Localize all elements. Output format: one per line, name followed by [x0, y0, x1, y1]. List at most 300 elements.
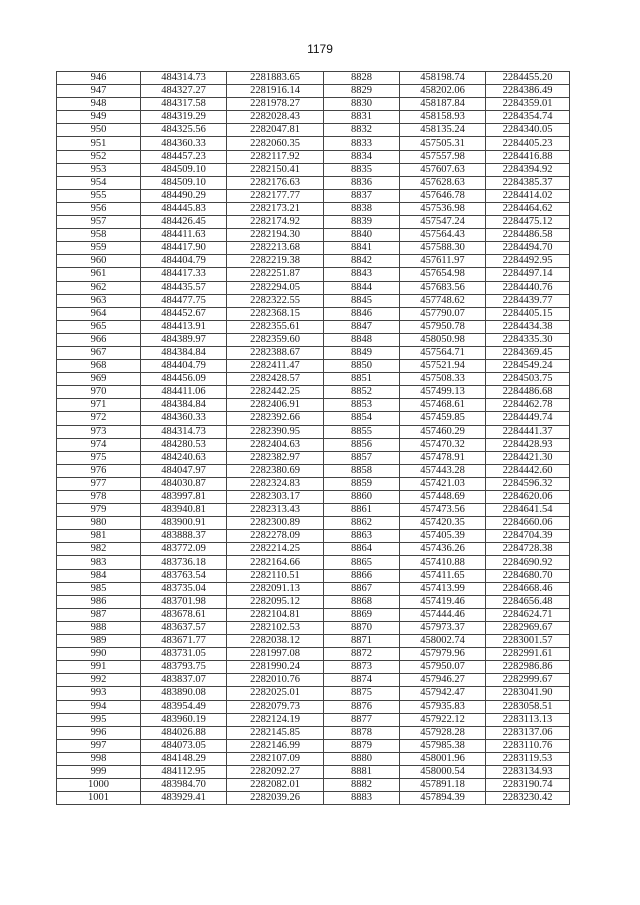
y-coordinate-left-cell: 2282174.92 — [227, 216, 324, 229]
point-number-left-cell: 975 — [57, 451, 141, 464]
y-coordinate-right-cell: 2284414.02 — [486, 189, 570, 202]
point-number-right-cell: 8883 — [324, 792, 400, 805]
y-coordinate-right-cell: 2284728.38 — [486, 543, 570, 556]
x-coordinate-left-cell: 483763.54 — [141, 569, 227, 582]
x-coordinate-left-cell: 483940.81 — [141, 504, 227, 517]
point-number-left-cell: 972 — [57, 412, 141, 425]
table-row — [57, 517, 570, 530]
point-number-right-cell: 8842 — [324, 255, 400, 268]
y-coordinate-left-cell: 2282010.76 — [227, 674, 324, 687]
y-coordinate-right-cell: 2284340.05 — [486, 124, 570, 137]
x-coordinate-right-cell: 457405.39 — [400, 530, 486, 543]
y-coordinate-left-cell: 2282251.87 — [227, 268, 324, 281]
point-number-left-cell: 991 — [57, 661, 141, 674]
table-row — [57, 621, 570, 634]
y-coordinate-right-cell: 2282991.61 — [486, 648, 570, 661]
y-coordinate-left-cell: 2282176.63 — [227, 176, 324, 189]
x-coordinate-right-cell: 458050.98 — [400, 333, 486, 346]
y-coordinate-right-cell: 2284462.78 — [486, 399, 570, 412]
y-coordinate-right-cell: 2284486.58 — [486, 229, 570, 242]
table-row — [57, 504, 570, 517]
x-coordinate-right-cell: 457894.39 — [400, 792, 486, 805]
point-number-right-cell: 8876 — [324, 700, 400, 713]
y-coordinate-left-cell: 2282104.81 — [227, 608, 324, 621]
y-coordinate-left-cell: 2282110.51 — [227, 569, 324, 582]
y-coordinate-left-cell: 2282107.09 — [227, 752, 324, 765]
x-coordinate-left-cell: 484456.09 — [141, 373, 227, 386]
y-coordinate-right-cell: 2284549.24 — [486, 360, 570, 373]
table-row — [57, 595, 570, 608]
y-coordinate-left-cell: 2282324.83 — [227, 477, 324, 490]
x-coordinate-left-cell: 484240.63 — [141, 451, 227, 464]
point-number-left-cell: 965 — [57, 320, 141, 333]
point-number-left-cell: 949 — [57, 111, 141, 124]
point-number-left-cell: 964 — [57, 307, 141, 320]
y-coordinate-right-cell: 2283058.51 — [486, 700, 570, 713]
x-coordinate-right-cell: 457448.69 — [400, 491, 486, 504]
point-number-left-cell: 961 — [57, 268, 141, 281]
y-coordinate-left-cell: 2282404.63 — [227, 438, 324, 451]
table-row — [57, 425, 570, 438]
y-coordinate-right-cell: 2284441.37 — [486, 425, 570, 438]
y-coordinate-left-cell: 2282091.13 — [227, 582, 324, 595]
y-coordinate-right-cell: 2284464.62 — [486, 202, 570, 215]
x-coordinate-right-cell: 457891.18 — [400, 779, 486, 792]
point-number-left-cell: 966 — [57, 333, 141, 346]
table-row — [57, 674, 570, 687]
y-coordinate-left-cell: 2282406.91 — [227, 399, 324, 412]
x-coordinate-left-cell: 484477.75 — [141, 294, 227, 307]
x-coordinate-right-cell: 457607.63 — [400, 163, 486, 176]
table-row — [57, 386, 570, 399]
y-coordinate-left-cell: 2282278.09 — [227, 530, 324, 543]
table-row — [57, 268, 570, 281]
point-number-left-cell: 980 — [57, 517, 141, 530]
y-coordinate-right-cell: 2284596.32 — [486, 477, 570, 490]
y-coordinate-right-cell: 2283119.53 — [486, 752, 570, 765]
point-number-left-cell: 957 — [57, 216, 141, 229]
table-row — [57, 85, 570, 98]
x-coordinate-left-cell: 484417.33 — [141, 268, 227, 281]
x-coordinate-right-cell: 457468.61 — [400, 399, 486, 412]
point-number-right-cell: 8859 — [324, 477, 400, 490]
table-row — [57, 412, 570, 425]
point-number-right-cell: 8828 — [324, 72, 400, 85]
y-coordinate-right-cell: 2283230.42 — [486, 792, 570, 805]
y-coordinate-right-cell: 2284428.93 — [486, 438, 570, 451]
table-row — [57, 438, 570, 451]
x-coordinate-right-cell: 457611.97 — [400, 255, 486, 268]
point-number-left-cell: 982 — [57, 543, 141, 556]
x-coordinate-left-cell: 483793.75 — [141, 661, 227, 674]
y-coordinate-left-cell: 2282145.85 — [227, 726, 324, 739]
point-number-left-cell: 993 — [57, 687, 141, 700]
point-number-left-cell: 967 — [57, 346, 141, 359]
y-coordinate-left-cell: 2282124.19 — [227, 713, 324, 726]
y-coordinate-left-cell: 2282213.68 — [227, 242, 324, 255]
table-row — [57, 137, 570, 150]
x-coordinate-left-cell: 483837.07 — [141, 674, 227, 687]
point-number-right-cell: 8872 — [324, 648, 400, 661]
point-number-right-cell: 8838 — [324, 202, 400, 215]
y-coordinate-right-cell: 2283113.13 — [486, 713, 570, 726]
table-row — [57, 661, 570, 674]
x-coordinate-left-cell: 484317.58 — [141, 98, 227, 111]
x-coordinate-left-cell: 484413.91 — [141, 320, 227, 333]
y-coordinate-right-cell: 2284656.48 — [486, 595, 570, 608]
y-coordinate-right-cell: 2283041.90 — [486, 687, 570, 700]
x-coordinate-right-cell: 457748.62 — [400, 294, 486, 307]
x-coordinate-left-cell: 483731.05 — [141, 648, 227, 661]
point-number-left-cell: 983 — [57, 556, 141, 569]
y-coordinate-left-cell: 2282355.61 — [227, 320, 324, 333]
table-row — [57, 648, 570, 661]
y-coordinate-right-cell: 2284668.46 — [486, 582, 570, 595]
x-coordinate-left-cell: 484509.10 — [141, 176, 227, 189]
y-coordinate-right-cell: 2283001.57 — [486, 635, 570, 648]
point-number-right-cell: 8866 — [324, 569, 400, 582]
x-coordinate-right-cell: 457470.32 — [400, 438, 486, 451]
table-row — [57, 255, 570, 268]
point-number-right-cell: 8869 — [324, 608, 400, 621]
table-row — [57, 320, 570, 333]
table-row — [57, 333, 570, 346]
x-coordinate-right-cell: 457547.24 — [400, 216, 486, 229]
y-coordinate-right-cell: 2283134.93 — [486, 765, 570, 778]
point-number-left-cell: 1001 — [57, 792, 141, 805]
point-number-left-cell: 978 — [57, 491, 141, 504]
point-number-right-cell: 8870 — [324, 621, 400, 634]
y-coordinate-left-cell: 2282164.66 — [227, 556, 324, 569]
point-number-right-cell: 8845 — [324, 294, 400, 307]
x-coordinate-right-cell: 457654.98 — [400, 268, 486, 281]
y-coordinate-left-cell: 2281997.08 — [227, 648, 324, 661]
y-coordinate-right-cell: 2284492.95 — [486, 255, 570, 268]
x-coordinate-left-cell: 484280.53 — [141, 438, 227, 451]
x-coordinate-left-cell: 483736.18 — [141, 556, 227, 569]
point-number-right-cell: 8857 — [324, 451, 400, 464]
point-number-left-cell: 963 — [57, 294, 141, 307]
x-coordinate-right-cell: 457419.46 — [400, 595, 486, 608]
table-row — [57, 202, 570, 215]
x-coordinate-left-cell: 484404.79 — [141, 360, 227, 373]
point-number-right-cell: 8856 — [324, 438, 400, 451]
y-coordinate-right-cell: 2283190.74 — [486, 779, 570, 792]
y-coordinate-right-cell: 2284439.77 — [486, 294, 570, 307]
point-number-left-cell: 1000 — [57, 779, 141, 792]
point-number-right-cell: 8833 — [324, 137, 400, 150]
point-number-right-cell: 8849 — [324, 346, 400, 359]
point-number-left-cell: 973 — [57, 425, 141, 438]
y-coordinate-left-cell: 2282411.47 — [227, 360, 324, 373]
point-number-left-cell: 998 — [57, 752, 141, 765]
y-coordinate-right-cell: 2284704.39 — [486, 530, 570, 543]
y-coordinate-left-cell: 2282028.43 — [227, 111, 324, 124]
table-row — [57, 792, 570, 805]
y-coordinate-left-cell: 2282303.17 — [227, 491, 324, 504]
y-coordinate-right-cell: 2284405.15 — [486, 307, 570, 320]
table-row — [57, 124, 570, 137]
y-coordinate-right-cell: 2284369.45 — [486, 346, 570, 359]
table-row — [57, 752, 570, 765]
x-coordinate-left-cell: 484073.05 — [141, 739, 227, 752]
table-row — [57, 765, 570, 778]
x-coordinate-left-cell: 484030.87 — [141, 477, 227, 490]
y-coordinate-right-cell: 2284660.06 — [486, 517, 570, 530]
x-coordinate-right-cell: 458001.96 — [400, 752, 486, 765]
y-coordinate-left-cell: 2282219.38 — [227, 255, 324, 268]
y-coordinate-left-cell: 2281916.14 — [227, 85, 324, 98]
point-number-right-cell: 8865 — [324, 556, 400, 569]
x-coordinate-left-cell: 484047.97 — [141, 464, 227, 477]
point-number-left-cell: 956 — [57, 202, 141, 215]
point-number-left-cell: 985 — [57, 582, 141, 595]
point-number-right-cell: 8847 — [324, 320, 400, 333]
y-coordinate-right-cell: 2284494.70 — [486, 242, 570, 255]
y-coordinate-left-cell: 2282388.67 — [227, 346, 324, 359]
point-number-right-cell: 8880 — [324, 752, 400, 765]
point-number-left-cell: 999 — [57, 765, 141, 778]
y-coordinate-left-cell: 2282177.77 — [227, 189, 324, 202]
point-number-left-cell: 987 — [57, 608, 141, 621]
y-coordinate-left-cell: 2282382.97 — [227, 451, 324, 464]
x-coordinate-left-cell: 484457.23 — [141, 150, 227, 163]
point-number-left-cell: 994 — [57, 700, 141, 713]
y-coordinate-left-cell: 2282300.89 — [227, 517, 324, 530]
x-coordinate-right-cell: 457935.83 — [400, 700, 486, 713]
x-coordinate-left-cell: 484426.45 — [141, 216, 227, 229]
table-row — [57, 216, 570, 229]
table-row — [57, 399, 570, 412]
x-coordinate-right-cell: 457459.85 — [400, 412, 486, 425]
point-number-right-cell: 8837 — [324, 189, 400, 202]
y-coordinate-right-cell: 2284386.49 — [486, 85, 570, 98]
x-coordinate-left-cell: 483984.70 — [141, 779, 227, 792]
table-row — [57, 608, 570, 621]
y-coordinate-left-cell: 2282095.12 — [227, 595, 324, 608]
x-coordinate-left-cell: 484360.33 — [141, 137, 227, 150]
y-coordinate-left-cell: 2282082.01 — [227, 779, 324, 792]
point-number-right-cell: 8855 — [324, 425, 400, 438]
point-number-left-cell: 971 — [57, 399, 141, 412]
point-number-right-cell: 8871 — [324, 635, 400, 648]
y-coordinate-right-cell: 2284497.14 — [486, 268, 570, 281]
x-coordinate-left-cell: 483890.08 — [141, 687, 227, 700]
point-number-right-cell: 8873 — [324, 661, 400, 674]
table-row — [57, 687, 570, 700]
y-coordinate-right-cell: 2284486.68 — [486, 386, 570, 399]
y-coordinate-left-cell: 2282039.26 — [227, 792, 324, 805]
table-row — [57, 779, 570, 792]
point-number-left-cell: 969 — [57, 373, 141, 386]
x-coordinate-left-cell: 484411.06 — [141, 386, 227, 399]
point-number-left-cell: 959 — [57, 242, 141, 255]
x-coordinate-left-cell: 483900.91 — [141, 517, 227, 530]
x-coordinate-left-cell: 484327.27 — [141, 85, 227, 98]
x-coordinate-left-cell: 484509.10 — [141, 163, 227, 176]
y-coordinate-right-cell: 2284359.01 — [486, 98, 570, 111]
table-row — [57, 163, 570, 176]
y-coordinate-left-cell: 2282173.21 — [227, 202, 324, 215]
y-coordinate-right-cell: 2284455.20 — [486, 72, 570, 85]
point-number-left-cell: 960 — [57, 255, 141, 268]
point-number-right-cell: 8850 — [324, 360, 400, 373]
y-coordinate-right-cell: 2284394.92 — [486, 163, 570, 176]
point-number-left-cell: 950 — [57, 124, 141, 137]
x-coordinate-right-cell: 457460.29 — [400, 425, 486, 438]
table-row — [57, 635, 570, 648]
x-coordinate-left-cell: 484314.73 — [141, 425, 227, 438]
y-coordinate-right-cell: 2282969.67 — [486, 621, 570, 634]
point-number-right-cell: 8868 — [324, 595, 400, 608]
y-coordinate-left-cell: 2282150.41 — [227, 163, 324, 176]
point-number-left-cell: 992 — [57, 674, 141, 687]
point-number-right-cell: 8852 — [324, 386, 400, 399]
x-coordinate-left-cell: 484026.88 — [141, 726, 227, 739]
x-coordinate-left-cell: 483637.57 — [141, 621, 227, 634]
table-row — [57, 294, 570, 307]
y-coordinate-right-cell: 2284434.38 — [486, 320, 570, 333]
point-number-left-cell: 986 — [57, 595, 141, 608]
table-row — [57, 739, 570, 752]
x-coordinate-right-cell: 457683.56 — [400, 281, 486, 294]
x-coordinate-right-cell: 457790.07 — [400, 307, 486, 320]
x-coordinate-right-cell: 458135.24 — [400, 124, 486, 137]
x-coordinate-right-cell: 457564.43 — [400, 229, 486, 242]
x-coordinate-left-cell: 484314.73 — [141, 72, 227, 85]
point-number-right-cell: 8858 — [324, 464, 400, 477]
x-coordinate-right-cell: 457922.12 — [400, 713, 486, 726]
x-coordinate-left-cell: 484435.57 — [141, 281, 227, 294]
table-row — [57, 373, 570, 386]
point-number-left-cell: 981 — [57, 530, 141, 543]
y-coordinate-left-cell: 2282359.60 — [227, 333, 324, 346]
x-coordinate-right-cell: 457973.37 — [400, 621, 486, 634]
x-coordinate-right-cell: 457985.38 — [400, 739, 486, 752]
x-coordinate-right-cell: 457444.46 — [400, 608, 486, 621]
point-number-right-cell: 8853 — [324, 399, 400, 412]
x-coordinate-left-cell: 484360.33 — [141, 412, 227, 425]
table-row — [57, 582, 570, 595]
table-row — [57, 543, 570, 556]
point-number-left-cell: 946 — [57, 72, 141, 85]
point-number-left-cell: 979 — [57, 504, 141, 517]
point-number-right-cell: 8829 — [324, 85, 400, 98]
point-number-right-cell: 8832 — [324, 124, 400, 137]
x-coordinate-right-cell: 458198.74 — [400, 72, 486, 85]
y-coordinate-left-cell: 2282392.66 — [227, 412, 324, 425]
point-number-right-cell: 8834 — [324, 150, 400, 163]
point-number-left-cell: 989 — [57, 635, 141, 648]
x-coordinate-right-cell: 457950.07 — [400, 661, 486, 674]
y-coordinate-right-cell: 2284624.71 — [486, 608, 570, 621]
point-number-left-cell: 996 — [57, 726, 141, 739]
x-coordinate-right-cell: 457628.63 — [400, 176, 486, 189]
x-coordinate-right-cell: 457946.27 — [400, 674, 486, 687]
y-coordinate-left-cell: 2282117.92 — [227, 150, 324, 163]
point-number-right-cell: 8863 — [324, 530, 400, 543]
x-coordinate-right-cell: 457508.33 — [400, 373, 486, 386]
point-number-right-cell: 8867 — [324, 582, 400, 595]
x-coordinate-left-cell: 484417.90 — [141, 242, 227, 255]
point-number-right-cell: 8851 — [324, 373, 400, 386]
y-coordinate-left-cell: 2282322.55 — [227, 294, 324, 307]
point-number-right-cell: 8835 — [324, 163, 400, 176]
y-coordinate-left-cell: 2282214.25 — [227, 543, 324, 556]
point-number-right-cell: 8841 — [324, 242, 400, 255]
y-coordinate-left-cell: 2282368.15 — [227, 307, 324, 320]
x-coordinate-right-cell: 458158.93 — [400, 111, 486, 124]
x-coordinate-left-cell: 483701.98 — [141, 595, 227, 608]
table-row — [57, 111, 570, 124]
y-coordinate-left-cell: 2282047.81 — [227, 124, 324, 137]
table-row — [57, 307, 570, 320]
x-coordinate-left-cell: 484389.97 — [141, 333, 227, 346]
y-coordinate-left-cell: 2282442.25 — [227, 386, 324, 399]
y-coordinate-left-cell: 2282194.30 — [227, 229, 324, 242]
x-coordinate-right-cell: 457646.78 — [400, 189, 486, 202]
y-coordinate-left-cell: 2281978.27 — [227, 98, 324, 111]
x-coordinate-right-cell: 457473.56 — [400, 504, 486, 517]
point-number-left-cell: 948 — [57, 98, 141, 111]
x-coordinate-left-cell: 484384.84 — [141, 399, 227, 412]
point-number-left-cell: 995 — [57, 713, 141, 726]
point-number-right-cell: 8840 — [324, 229, 400, 242]
point-number-right-cell: 8830 — [324, 98, 400, 111]
x-coordinate-left-cell: 484319.29 — [141, 111, 227, 124]
table-row — [57, 229, 570, 242]
point-number-right-cell: 8861 — [324, 504, 400, 517]
point-number-left-cell: 970 — [57, 386, 141, 399]
point-number-right-cell: 8839 — [324, 216, 400, 229]
y-coordinate-right-cell: 2284405.23 — [486, 137, 570, 150]
y-coordinate-left-cell: 2282390.95 — [227, 425, 324, 438]
y-coordinate-right-cell: 2284503.75 — [486, 373, 570, 386]
x-coordinate-left-cell: 484452.67 — [141, 307, 227, 320]
point-number-left-cell: 947 — [57, 85, 141, 98]
y-coordinate-left-cell: 2282025.01 — [227, 687, 324, 700]
y-coordinate-left-cell: 2282380.69 — [227, 464, 324, 477]
x-coordinate-left-cell: 484445.83 — [141, 202, 227, 215]
table-row — [57, 556, 570, 569]
x-coordinate-right-cell: 457979.96 — [400, 648, 486, 661]
point-number-right-cell: 8877 — [324, 713, 400, 726]
coordinates-table — [56, 71, 570, 805]
y-coordinate-right-cell: 2283137.06 — [486, 726, 570, 739]
x-coordinate-right-cell: 457557.98 — [400, 150, 486, 163]
table-row — [57, 530, 570, 543]
x-coordinate-right-cell: 458187.84 — [400, 98, 486, 111]
point-number-left-cell: 974 — [57, 438, 141, 451]
table-row — [57, 281, 570, 294]
point-number-right-cell: 8875 — [324, 687, 400, 700]
point-number-right-cell: 8879 — [324, 739, 400, 752]
y-coordinate-right-cell: 2282999.67 — [486, 674, 570, 687]
x-coordinate-left-cell: 484411.63 — [141, 229, 227, 242]
x-coordinate-right-cell: 457411.65 — [400, 569, 486, 582]
x-coordinate-right-cell: 457420.35 — [400, 517, 486, 530]
y-coordinate-right-cell: 2284475.12 — [486, 216, 570, 229]
table-row — [57, 726, 570, 739]
x-coordinate-left-cell: 483960.19 — [141, 713, 227, 726]
x-coordinate-left-cell: 483954.49 — [141, 700, 227, 713]
page-number: 1179 — [307, 42, 333, 56]
point-number-left-cell: 952 — [57, 150, 141, 163]
table-row — [57, 713, 570, 726]
y-coordinate-right-cell: 2284440.76 — [486, 281, 570, 294]
x-coordinate-right-cell: 457478.91 — [400, 451, 486, 464]
y-coordinate-right-cell: 2284690.92 — [486, 556, 570, 569]
